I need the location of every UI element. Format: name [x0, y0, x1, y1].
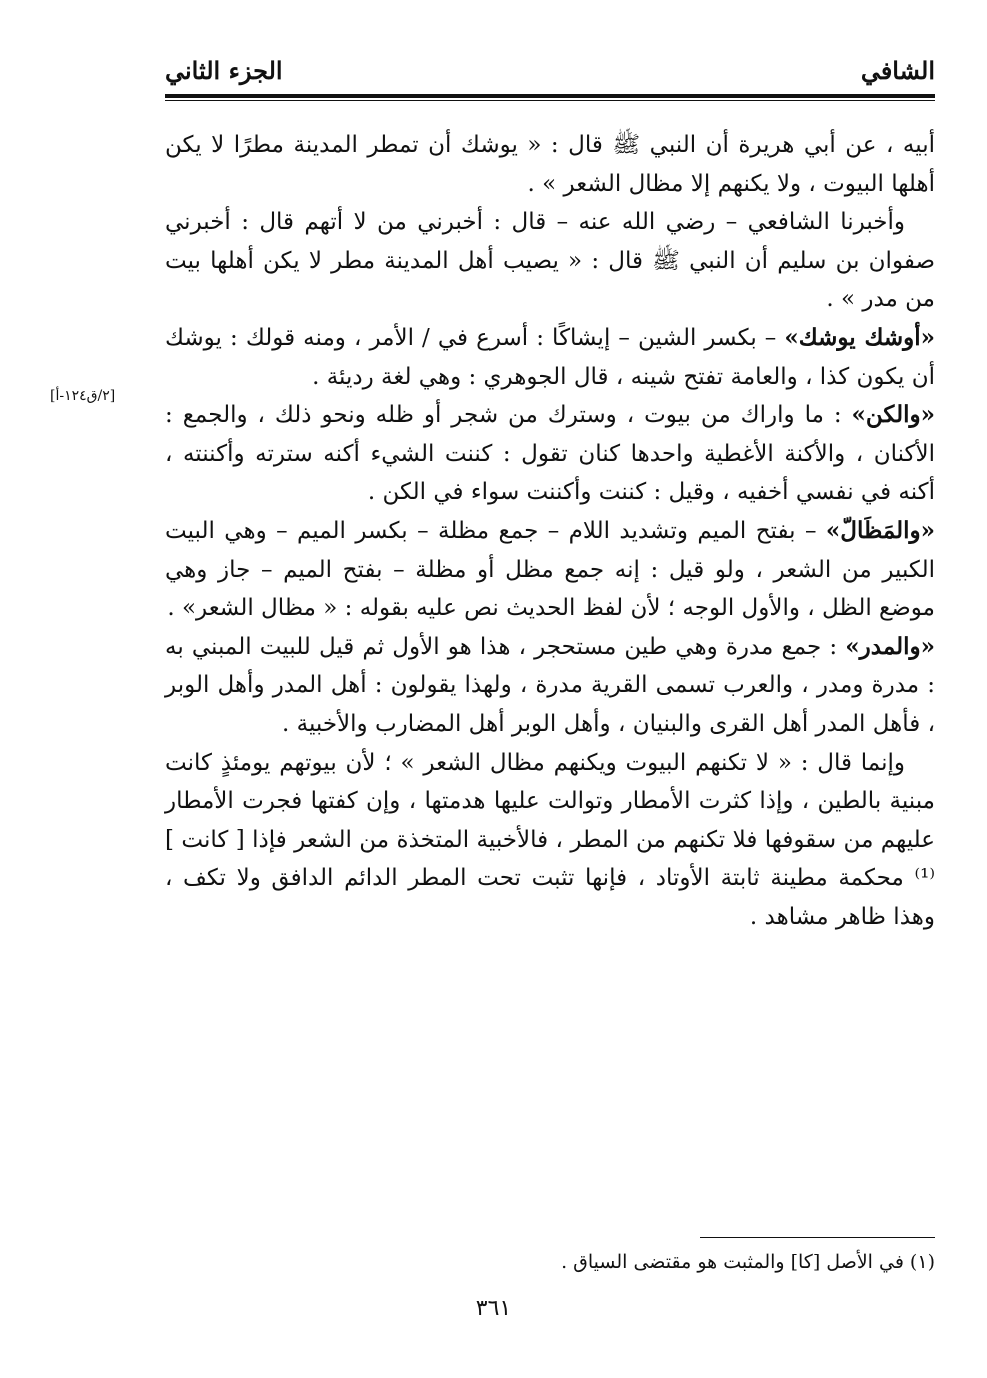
margin-manuscript-reference: [٢/ق١٢٤-أ] [50, 388, 116, 404]
paragraph-text: أبيه ، عن أبي هريرة أن النبي ﷺ قال : « يوشك أن تمطر المدينة مطرًا لا يكن أهلها البيوت ، ولا يكنهم إلا مظال الشعر » . [165, 132, 935, 197]
footnote-divider [700, 1237, 935, 1238]
paragraph-text: – بكسر الشين – إيشاكًا : أسرع في / الأمر ، ومنه قولك : يوشك أن يكون كذا ، والعامة تفتح شينه ، قال الجوهري : وهي لغة رديئة . [165, 324, 935, 390]
paragraph-text: وأخبرنا الشافعي – رضي الله عنه – قال : أخبرني من لا أتهم قال : أخبرني صفوان بن سليم أن النبي ﷺ قال : « يصيب أهل المدينة مطر لا يكن أهلها بيت من مدر » . [165, 209, 935, 313]
glossary-term: «والمَظَالّ» [825, 516, 935, 544]
header-divider [165, 94, 935, 101]
footnote: (١) في الأصل [كا] والمثبت هو مقتضى السياق . [561, 1251, 935, 1273]
paragraph-text: : جمع مدرة وهي طين مستحجر ، هذا هو الأول ثم قيل للبيت المبني به : مدرة ومدر ، والعرب تسمى القرية مدرة ، ولهذا يقولون : أهل المدر وأهل الوبر ، فأهل المدر أهل القرى والبنيان ، وأهل الوبر أهل المضارب والأخبية . [165, 633, 935, 737]
glossary-term: «والكن» [851, 401, 935, 429]
paragraph-text: – بفتح الميم وتشديد اللام – جمع مظلة – بكسر الميم – وهي البيت الكبير من الشعر ، ولو قيل : إنه جمع مظل أو مظلة – بفتح الميم – جاز وهي موضع الظل ، والأول الوجه ؛ لأن لفظ الحديث نص عليه بقوله : « مظال الشعر» . [165, 517, 935, 622]
header-book-title: الشافي [860, 56, 935, 85]
page-number: ٣٦١ [475, 1296, 512, 1321]
paragraph-hadith-2 [165, 203, 935, 319]
paragraph-awshak [165, 319, 935, 396]
running-header [165, 52, 935, 92]
main-text-body [165, 126, 935, 936]
glossary-term: «أوشك يوشك» [784, 323, 936, 351]
paragraph-text: وإنما قال : « لا تكنهم البيوت ويكنهم مظال الشعر » ؛ لأن بيوتهم يومئذٍ كانت مبنية بالطين ، وإذا كثرت الأمطار وتوالت عليها هدمتها ، وإن كفتها فجرت الأمطار عليهم من سقوفها فلا تكنهم من المطر ، فالأخبية المتخذة من الشعر فإذا [ كانت ]⁽¹⁾ محكمة مطينة ثابتة الأوتاد ، فإنها تثبت تحت المطر الدائم الدافق ولا تكف ، وهذا ظاهر مشاهد . [165, 749, 935, 930]
paragraph-text: : ما واراك من بيوت ، وسترك من شجر أو ظله ونحو ذلك ، والجمع : الأكنان ، والأكنة الأغطية واحدها كنان تقول : كننت الشيء أكنه سترته وأكننته ، أكنه في نفسي أخفيه ، وقيل : كننت وأكننت سواء في الكن . [165, 402, 935, 506]
glossary-term: «والمدر» [845, 632, 935, 660]
paragraph-alkin [165, 396, 935, 512]
paragraph-almazall [165, 512, 935, 628]
paragraph-hadith-1 [165, 126, 935, 203]
paragraph-explanation [165, 744, 935, 937]
paragraph-almadar [165, 628, 935, 744]
header-volume-label: الجزء الثاني [165, 56, 283, 85]
